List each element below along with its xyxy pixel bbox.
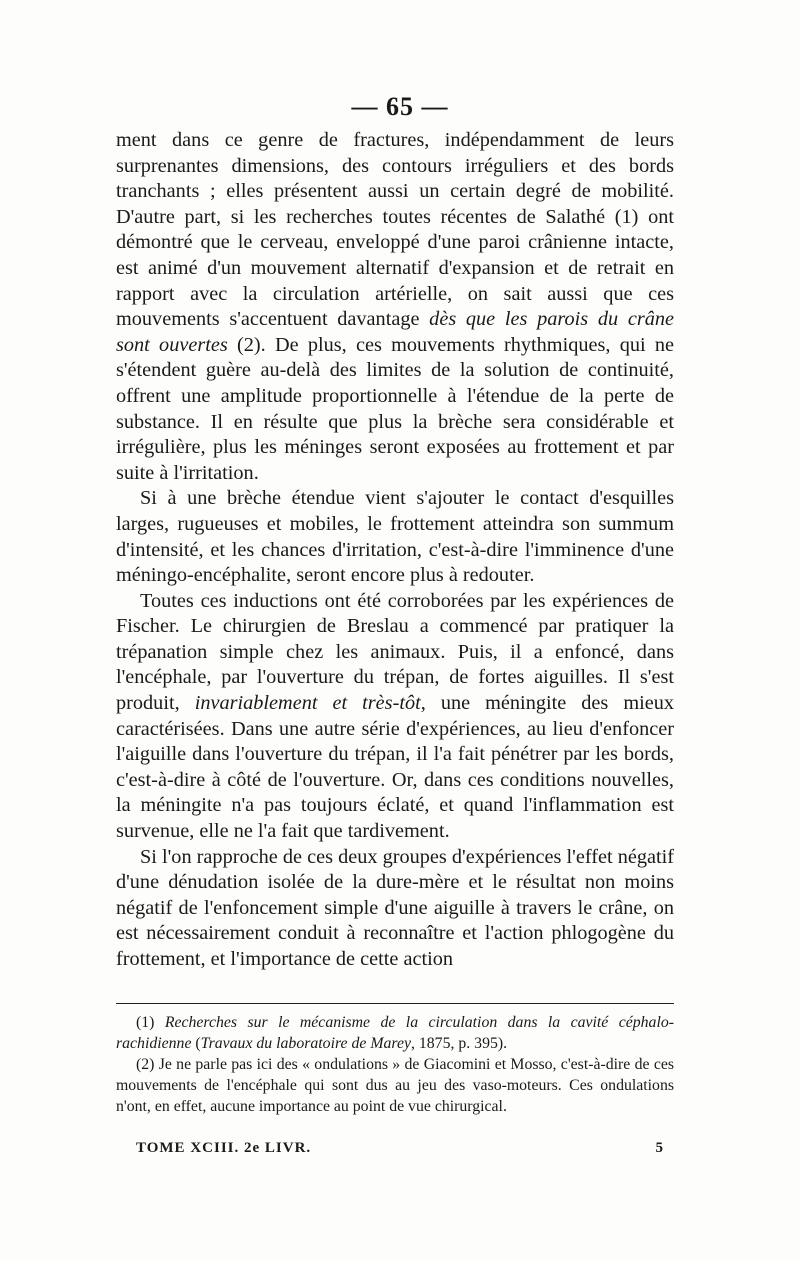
paragraph: [116, 845, 674, 973]
italic-text: Recherches sur le mécanisme de la circulation dans la cavité céphalo-rachidienne: [116, 1014, 674, 1052]
text-run: (2) Je ne parle pas ici des « ondulations » de Giacomini et Mosso, c'est-à-dire de ces mouvements de l'encéphale qui sont dus au jeu des vaso-moteurs. Ces ondulations n'ont, en effet, aucune importance au point de vue chirurgical.: [116, 1056, 674, 1115]
paragraph: [116, 589, 674, 845]
footnote: [116, 1012, 674, 1054]
italic-text: invariablement et très-tôt: [194, 692, 421, 715]
italic-text: Travaux du laboratoire de Marey: [200, 1035, 411, 1052]
text-run: , 1875, p. 395).: [410, 1035, 508, 1052]
signature-mark: 5: [655, 1140, 664, 1156]
text-run: (1): [136, 1014, 165, 1031]
text-run: (: [191, 1035, 201, 1052]
main-text: [116, 128, 674, 973]
text-run: (2). De plus, ces mouvements rhythmiques, qui ne s'étendent guère au-delà des limites de la solution de continuité, offrent une amplitude proportionnelle à l'étendue de la perte de substance. Il en résulte que plus la brèche sera considérable et irrégulière, plus les méninges seront exposées au frottement et par suite à l'irritation.: [116, 333, 675, 484]
footnote: [116, 1054, 674, 1117]
footnotes: [116, 1012, 674, 1117]
text-run: Si à une brèche étendue vient s'ajouter le contact d'esquilles larges, rugueuses et mobiles, le frottement atteindra son summum d'intensité, et les chances d'irritation, c'est-à-dire l'imminence d'une méningo-encéphalite, seront encore plus à redouter.: [116, 487, 674, 587]
text-run: , une méningite des mieux caractérisées. Dans une autre série d'expériences, au lieu d'enfoncer l'aiguille dans l'ouverture du trépan, il l'a fait pénétrer par les bords, c'est-à-dire à côté de l'ouverture. Or, dans ces conditions nouvelles, la méningite n'a pas toujours éclaté, et quand l'inflammation est survenue, elle ne l'a fait que tardivement.: [116, 692, 675, 843]
text-run: ment dans ce genre de fractures, indépendamment de leurs surprenantes dimensions, des contours irréguliers et des bords tranchants ; elles présentent aussi un certain degré de mobilité. D'autre part, si les recherches toutes récentes de Salathé (1) ont démontré que le cerveau, enveloppé d'une paroi crânienne intacte, est animé d'un mouvement alternatif d'expansion et de retrait en rapport avec la circulation artérielle, on sait aussi que ces mouvements s'accentuent davantage: [116, 129, 674, 331]
paragraph: [116, 486, 674, 588]
page-number: — 65 —: [351, 92, 449, 121]
text-run: Toutes ces inductions ont été corroborées par les expériences de Fischer. Le chirurgien de Breslau a commencé par pratiquer la trépanation simple chez les animaux. Puis, il a enfoncé, dans l'encéphale, par l'ouverture du trépan, de fortes aiguilles. Il s'est produit,: [116, 589, 674, 715]
volume-label: TOME XCIII. 2e LIVR.: [136, 1140, 312, 1156]
paragraph: [116, 128, 674, 486]
italic-text: dès que les parois du crâne sont ouvertes: [116, 308, 675, 356]
text-run: Si l'on rapproche de ces deux groupes d'expériences l'effet négatif d'une dénudation isolée de la dure-mère et le résultat non moins négatif de l'enfoncement simple d'une aiguille à travers le crâne, on est nécessairement conduit à reconnaître et l'action phlogogène du frottement, et l'importance de cette action: [116, 845, 674, 970]
footnote-divider: [116, 1003, 674, 1004]
